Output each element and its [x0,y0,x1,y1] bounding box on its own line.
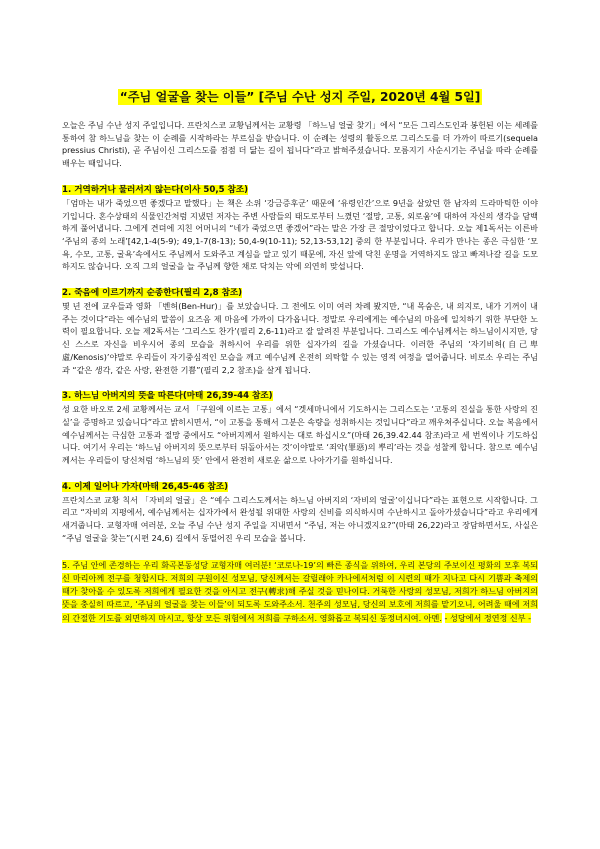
section-body: 프란치스코 교황 칙서 「자비의 얼굴」은 “예수 그리스도께서는 하느님 아버지의 ‘자비의 얼굴’이십니다”라는 표현으로 시작합니다. 그리고 “자비의 지평에서, 예수님께서는 십자가에서 완성될 위대한 사랑의 신비를 의식하시며 수난하시고 돌아가셨습니다”라고 우리에게 새겨줍니다. 교형자매 여러분, 오늘 주님 수난 성지 주일을 지내면서 “주님, 저는 아니겠지요?”(마태 26,22)라고 장담하면서도, 사실은 “주님 얼굴을 찾는”(시편 24,6) 길에서 동떨어진 우리 모습을 봅니다. [62,494,538,543]
signature: - 성당에서 정연정 신부 - [444,612,532,623]
section-body: 「엄마는 내가 죽었으면 좋겠다고 말했다」는 책은 소위 ‘강금증후군’ 때문에 ‘유령인간’으로 9년을 살았던 한 남자의 드라마틱한 이야기입니다. 혼수상태의 식물인간처럼 지냈던 저자는 주변 사람들의 태도로부터 느꼈던 ‘절망, 고통, 외로움’에 대하여 자신의 생각을 담백하게 풀어냅니다. 그에게 견뎌에 지친 어머니의 “네가 죽었으면 좋겠어”라는 말은 가장 큰 절망이었다고 합니다. 오늘 제1독서는 이른바 ‘주님의 종의 노래’[42,1-4(5-9); 49,1-7(8-13); 50,4-9(10-11); 52,13-53,12] 중의 한 부분입니다. 우리가 만나는 종은 극심한 ‘모욕, 수모, 고통, 굴욕’속에서도 주님께서 도와주고 계심을 알고 있기 때문에, 자신 앞에 닥친 운명을 거역하지도 않고 빠져나갈 길을 도모하지도 않습니다. 오직 그의 얼굴을 늘 주님께 향한 채로 닥치는 악에 의연히 맞섭니다. [62,197,538,272]
prayer-text: 5. 주님 안에 존경하는 우리 화곡본동성당 교형자매 여러분! ‘코로나-19’의 빠른 종식을 위하여, 우리 본당의 주보이신 평화의 모후 복되신 마리아께 전구를 청합시다. 저희의 구원이신 성모님, 당신께서는 갈릴래아 카나에서처럼 이 시련의 때가 지나고 다시 기쁨과 축제의 때가 찾아올 수 있도록 저희에게 필요한 것을 아시고 전구(轉求)해 주실 것을 믿나이다. 거룩한 사랑의 성모님, 저희가 하느님 아버지의 뜻을 충실히 따르고, ‘주님의 얼굴을 찾는 이들’이 되도록 도와주소서. 천주의 성모님, 당신의 보호에 저희를 맡기오니, 어려울 때에 저희의 간절한 기도를 외면하지 마시고, 항상 모든 위험에서 저희를 구하소서. 영화롭고 복되신 동정녀시여. 아멘. [62,559,538,623]
section-body: 몇 년 전에 교우들과 영화 「벤허(Ben-Hur)」를 보았습니다. 그 전에도 이미 여러 차례 봤지만, “내 목숨은, 내 의지로, 내가 기꺼이 내 주는 것이다”라는 예수님의 말씀이 요즈음 제 마음에 가까이 다가옵니다. 정말로 우리에게는 예수님의 마음에 일치하기 위한 부단한 노력이 필요합니다. 오늘 제2독서는 ‘그리스도 찬가’(필리 2,6-11)라고 잘 알려진 부분입니다. 그리스도 예수님께서는 하느님이시지만, 당신 스스로 자신을 비우시어 종의 모습을 취하시어 우리를 위한 십자가의 길을 가셨습니다. 이러한 주님의 ‘자기비허(自己卑虛/Kenosis)’야말로 우리들이 자기중심적인 모습을 깨고 예수님께 온전히 의탁할 수 있는 영적 여정을 열어줍니다. 비로소 우리는 주님과 “같은 생각, 같은 사랑, 완전한 기쁨”(필리 2,2 참조)을 살게 됩니다. [62,301,538,375]
page-title: “주님 얼굴을 찾는 이들” [주님 수난 성지 주일, 2020년 4월 5일] [119,90,481,104]
intro-paragraph: 오늘은 주님 수난 성지 주일입니다. 프란치스코 교황님께서는 교황령 「하느님 얼굴 찾기」에서 “모든 그리스도인과 봉헌된 이는 세례를 통하여 참 하느님을 찾는 이 순례를 시작하라는 부르심을 받습니다. 이 순례는 성령의 활동으로 그리스도를 더 가까이 따르기(sequela pressius Christi), 곧 주님이신 그리스도를 점점 더 닮는 길이 됩니다”라고 밝혀주셨습니다. 모름지기 사순시기는 주님을 따라 순례를 배우는 때입니다. [62,120,538,169]
section-body: 성 요한 바오로 2세 교황께서는 교서 「구원에 이르는 고통」에서 “겟세마니에서 기도하시는 그리스도는 ‘고통의 진실을 통한 사랑의 진실’을 증명하고 있습니다”라고 밝히시면서, “이 고통을 통해서 그분은 속량을 성취하시는 것입니다”라고 깨우쳐주십니다. 오늘 복음에서 예수님께서는 극심한 고통과 절망 중에서도 “아버지께서 원하시는 대로 하십시오”(마태 26,39.42.44 참조)라고 세 번씩이나 기도하십니다. 여기서 우리는 ‘하느님 아버지의 뜻으로부터 뒤돌아서는 것’이야말로 ‘죄악(罪惡)의 뿌리’라는 것을 성찰케 합니다. 참으로 예수님께서는 우리들이 당신처럼 ‘하느님의 뜻’ 안에서 완전히 새로운 삶으로 나아가기를 원하십니다. [62,404,538,466]
section-3 [62,390,538,467]
section-2 [62,287,538,376]
section-heading: 4. 이제 일어나 가자(마태 26,45-46 참조) [62,481,229,492]
section-1 [62,184,538,273]
section-4 [62,481,538,545]
section-heading: 3. 하느님 아버지의 뜻을 따른다(마태 26,39-44 참조) [62,391,273,402]
sermon-page [62,88,538,625]
section-heading: 1. 거역하거나 물러서지 않는다(이사 50,5 참조) [62,184,249,195]
closing-prayer [62,559,538,625]
section-heading: 2. 죽음에 이르기까지 순종한다(필리 2,8 참조) [62,288,243,299]
